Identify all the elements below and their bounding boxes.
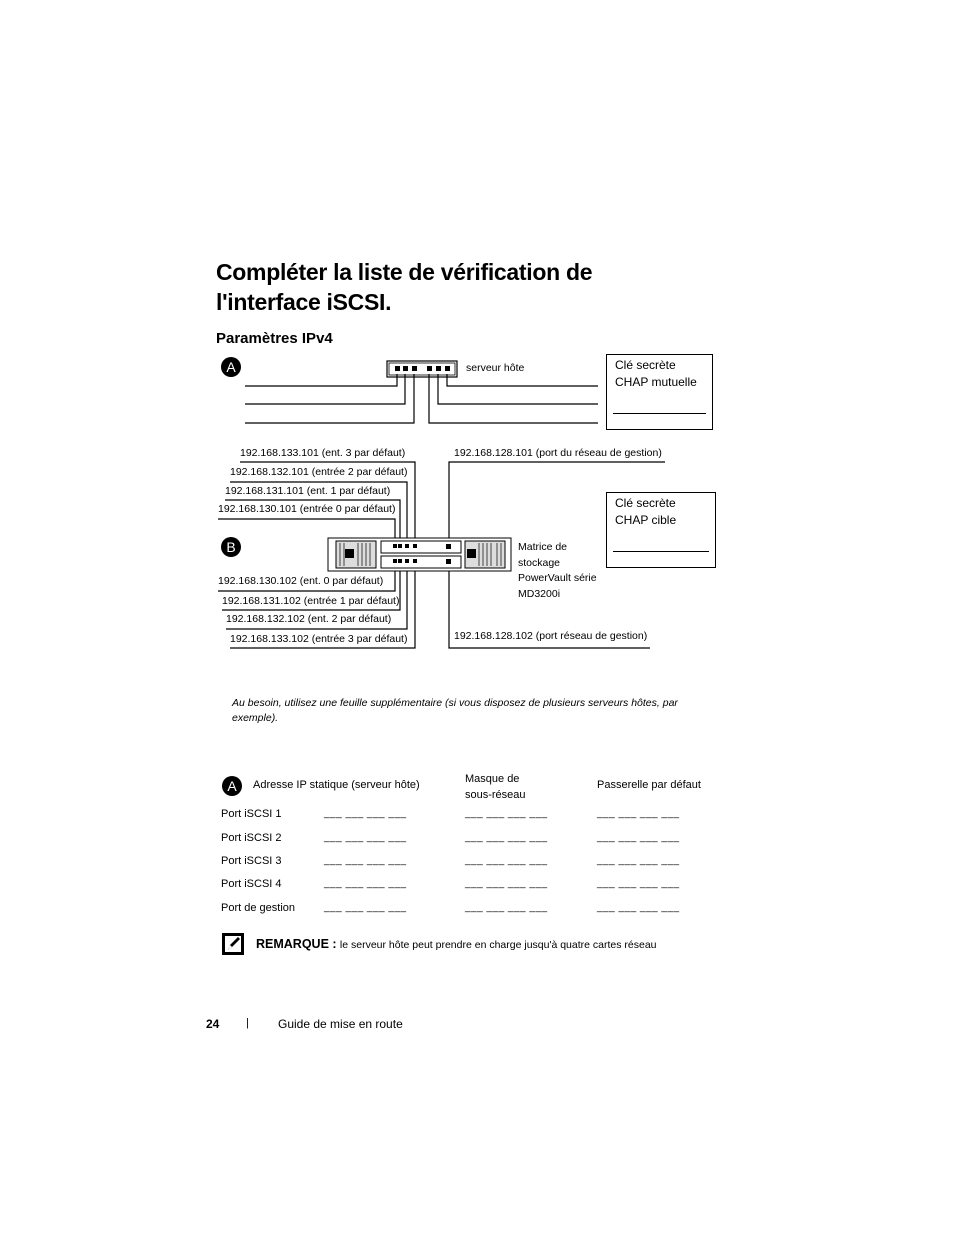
note-pencil-icon — [222, 933, 244, 955]
blank-mask-iscsi-4[interactable]: ___ ___ ___ ___ — [465, 878, 548, 889]
note-italic: Au besoin, utilisez une feuille supplémentaire (si vous disposez de plusieurs serveurs hôtes, par exemple). — [232, 697, 678, 724]
upper-ip-3: 192.168.133.101 (ent. 3 par défaut) — [240, 447, 406, 459]
table-badge-a: A — [222, 776, 242, 796]
title-line-2: l'interface iSCSI. — [216, 289, 392, 315]
badge-b: B — [221, 537, 241, 557]
blank-ip-iscsi-3[interactable]: ___ ___ ___ ___ — [324, 855, 407, 866]
blank-gw-mgmt[interactable]: ___ ___ ___ ___ — [597, 902, 680, 913]
blank-ip-iscsi-4[interactable]: ___ ___ ___ ___ — [324, 878, 407, 889]
blank-mask-mgmt[interactable]: ___ ___ ___ ___ — [465, 902, 548, 913]
chap-target-line1: Clé secrète — [615, 496, 676, 510]
col-header-subnet — [465, 771, 526, 803]
badge-a: A — [221, 357, 241, 377]
page-number: 24 — [206, 1017, 220, 1031]
section-heading: Paramètres IPv4 — [216, 330, 333, 347]
row-label-iscsi-4: Port iSCSI 4 — [221, 878, 282, 890]
title-line-1: Compléter la liste de vérification de — [216, 259, 593, 285]
host-server-label: serveur hôte — [466, 362, 525, 374]
mgmt-ip-lower: 192.168.128.102 (port réseau de gestion) — [454, 630, 648, 642]
upper-ip-2: 192.168.132.101 (entrée 2 par défaut) — [230, 466, 408, 478]
chap-target-line2: CHAP cible — [615, 513, 677, 527]
chap-mutual-entry-line — [613, 413, 706, 414]
lower-ip-1: 192.168.131.102 (entrée 1 par défaut) — [222, 595, 400, 607]
col-header-gateway: Passerelle par défaut — [597, 779, 701, 791]
row-label-iscsi-3: Port iSCSI 3 — [221, 855, 282, 867]
chap-mutual-box — [606, 354, 713, 430]
blank-mask-iscsi-3[interactable]: ___ ___ ___ ___ — [465, 855, 548, 866]
footer-guide-title: Guide de mise en route — [278, 1017, 403, 1031]
storage-label-line2: stockage — [518, 556, 561, 569]
chap-mutual-line1: Clé secrète — [615, 358, 676, 372]
remark-text: le serveur hôte peut prendre en charge jusqu'à quatre cartes réseau — [339, 939, 657, 951]
lower-ip-0: 192.168.130.102 (ent. 0 par défaut) — [218, 575, 384, 587]
footer-separator: | — [246, 1017, 249, 1029]
row-label-mgmt: Port de gestion — [221, 902, 295, 914]
storage-label-line1: Matrice de — [518, 541, 568, 553]
blank-gw-iscsi-1[interactable]: ___ ___ ___ ___ — [597, 808, 680, 819]
mgmt-ip-upper: 192.168.128.101 (port du réseau de gestion) — [454, 447, 662, 459]
chap-target-entry-line — [613, 551, 709, 552]
row-label-iscsi-1: Port iSCSI 1 — [221, 808, 282, 820]
row-label-iscsi-2: Port iSCSI 2 — [221, 832, 282, 844]
storage-label-line3: PowerVault série — [518, 572, 597, 584]
chap-mutual-line2: CHAP mutuelle — [615, 375, 697, 389]
blank-gw-iscsi-4[interactable]: ___ ___ ___ ___ — [597, 878, 680, 889]
blank-ip-iscsi-2[interactable]: ___ ___ ___ ___ — [324, 832, 407, 843]
lower-ip-2: 192.168.132.102 (ent. 2 par défaut) — [226, 613, 392, 625]
upper-ip-1: 192.168.131.101 (ent. 1 par défaut) — [225, 485, 391, 497]
col-header-subnet-line1: Masque de — [465, 773, 520, 785]
remark — [256, 937, 657, 951]
chap-target-box — [606, 492, 716, 568]
remark-label: REMARQUE : — [256, 937, 337, 951]
blank-mask-iscsi-1[interactable]: ___ ___ ___ ___ — [465, 808, 548, 819]
blank-ip-iscsi-1[interactable]: ___ ___ ___ ___ — [324, 808, 407, 819]
upper-ip-0: 192.168.130.101 (entrée 0 par défaut) — [218, 503, 396, 515]
blank-ip-mgmt[interactable]: ___ ___ ___ ___ — [324, 902, 407, 913]
storage-label-line4: MD3200i — [518, 587, 561, 600]
lower-ip-3: 192.168.133.102 (entrée 3 par défaut) — [230, 633, 408, 645]
col-header-subnet-line2: sous-réseau — [465, 789, 526, 801]
col-header-static-ip: Adresse IP statique (serveur hôte) — [253, 779, 420, 791]
blank-mask-iscsi-2[interactable]: ___ ___ ___ ___ — [465, 832, 548, 843]
blank-gw-iscsi-2[interactable]: ___ ___ ___ ___ — [597, 832, 680, 843]
storage-array-label — [518, 540, 597, 602]
blank-gw-iscsi-3[interactable]: ___ ___ ___ ___ — [597, 855, 680, 866]
